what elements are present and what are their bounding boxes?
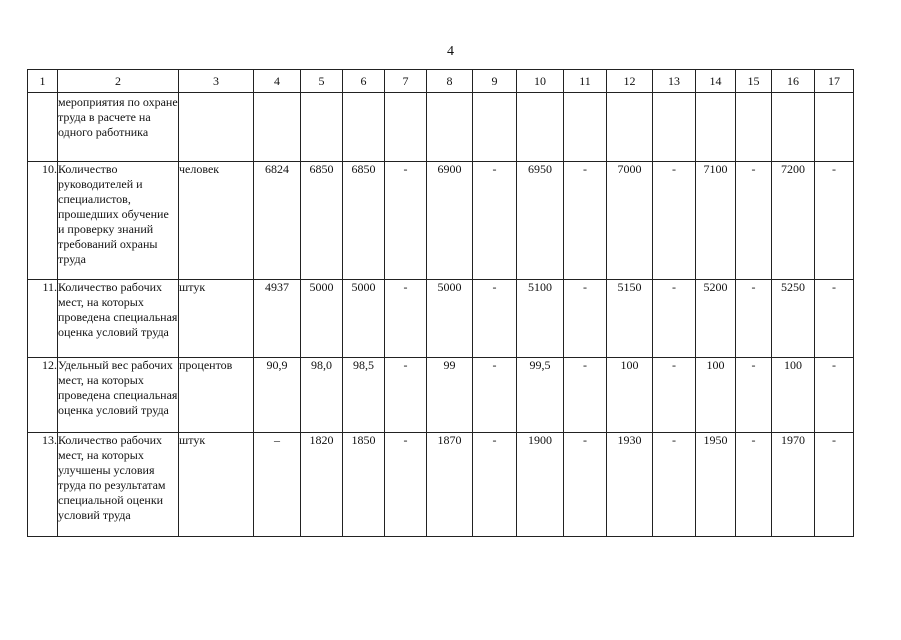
column-header: 4 — [254, 70, 301, 93]
value-cell: – — [254, 433, 301, 537]
column-header: 6 — [343, 70, 385, 93]
value-cell: - — [385, 280, 427, 358]
value-cell: - — [385, 162, 427, 280]
indicator-name: Количество рабочих мест, на которых проведена специальная оценка условий труда — [58, 280, 179, 358]
value-cell — [653, 93, 696, 162]
value-cell: 5000 — [343, 280, 385, 358]
row-number: 12. — [28, 358, 58, 433]
unit-cell: штук — [179, 280, 254, 358]
value-cell: 6850 — [343, 162, 385, 280]
table-row — [28, 358, 854, 433]
column-header: 17 — [815, 70, 854, 93]
header-row — [28, 70, 854, 93]
column-header: 5 — [301, 70, 343, 93]
column-header: 15 — [736, 70, 772, 93]
column-header: 11 — [564, 70, 607, 93]
value-cell: 6900 — [427, 162, 473, 280]
indicator-name: мероприятия по охране труда в расчете на одного работника — [58, 93, 179, 162]
unit-cell: человек — [179, 162, 254, 280]
value-cell: - — [736, 358, 772, 433]
column-header: 8 — [427, 70, 473, 93]
table-row — [28, 93, 854, 162]
value-cell — [385, 93, 427, 162]
value-cell: 6950 — [517, 162, 564, 280]
indicator-name: Удельный вес рабочих мест, на которых проведена специальная оценка условий труда — [58, 358, 179, 433]
value-cell: 98,0 — [301, 358, 343, 433]
column-header: 10 — [517, 70, 564, 93]
value-cell: - — [653, 433, 696, 537]
value-cell: - — [736, 162, 772, 280]
value-cell: 99 — [427, 358, 473, 433]
value-cell — [517, 93, 564, 162]
value-cell: - — [653, 162, 696, 280]
table-row — [28, 280, 854, 358]
value-cell: - — [736, 433, 772, 537]
value-cell: 1820 — [301, 433, 343, 537]
row-number: 13. — [28, 433, 58, 537]
column-header: 2 — [58, 70, 179, 93]
value-cell: 1970 — [772, 433, 815, 537]
value-cell — [427, 93, 473, 162]
value-cell: 1850 — [343, 433, 385, 537]
value-cell: - — [653, 358, 696, 433]
unit-cell: процентов — [179, 358, 254, 433]
value-cell: 1950 — [696, 433, 736, 537]
value-cell: - — [473, 280, 517, 358]
value-cell — [343, 93, 385, 162]
value-cell: 1870 — [427, 433, 473, 537]
column-header: 9 — [473, 70, 517, 93]
row-number: 11. — [28, 280, 58, 358]
value-cell: 6824 — [254, 162, 301, 280]
value-cell: 5150 — [607, 280, 653, 358]
value-cell: 5000 — [427, 280, 473, 358]
value-cell: - — [736, 280, 772, 358]
value-cell — [736, 93, 772, 162]
value-cell: 100 — [607, 358, 653, 433]
value-cell: - — [815, 358, 854, 433]
value-cell: - — [564, 162, 607, 280]
column-header: 3 — [179, 70, 254, 93]
column-header: 12 — [607, 70, 653, 93]
value-cell: 98,5 — [343, 358, 385, 433]
value-cell: - — [473, 433, 517, 537]
indicator-name: Количество руководителей и специалистов, прошедших обучение и проверку знаний требований охраны труда — [58, 162, 179, 280]
value-cell: 99,5 — [517, 358, 564, 433]
value-cell: 7200 — [772, 162, 815, 280]
value-cell: 100 — [696, 358, 736, 433]
row-number — [28, 93, 58, 162]
column-header: 16 — [772, 70, 815, 93]
value-cell — [815, 93, 854, 162]
value-cell: - — [815, 162, 854, 280]
unit-cell — [179, 93, 254, 162]
value-cell: 5000 — [301, 280, 343, 358]
value-cell: 7000 — [607, 162, 653, 280]
value-cell — [473, 93, 517, 162]
value-cell: - — [473, 162, 517, 280]
value-cell: 7100 — [696, 162, 736, 280]
unit-cell: штук — [179, 433, 254, 537]
value-cell: - — [564, 433, 607, 537]
value-cell: - — [385, 358, 427, 433]
value-cell: 90,9 — [254, 358, 301, 433]
value-cell: - — [653, 280, 696, 358]
value-cell: 5250 — [772, 280, 815, 358]
value-cell — [607, 93, 653, 162]
column-header: 7 — [385, 70, 427, 93]
column-header: 14 — [696, 70, 736, 93]
column-header: 13 — [653, 70, 696, 93]
value-cell — [772, 93, 815, 162]
value-cell: 1900 — [517, 433, 564, 537]
value-cell — [696, 93, 736, 162]
value-cell — [254, 93, 301, 162]
value-cell — [301, 93, 343, 162]
table-row — [28, 433, 854, 537]
column-header: 1 — [28, 70, 58, 93]
value-cell: 5100 — [517, 280, 564, 358]
value-cell: - — [564, 358, 607, 433]
table-row — [28, 162, 854, 280]
value-cell: 6850 — [301, 162, 343, 280]
row-number: 10. — [28, 162, 58, 280]
value-cell: - — [815, 280, 854, 358]
value-cell: 4937 — [254, 280, 301, 358]
value-cell: - — [815, 433, 854, 537]
value-cell: 100 — [772, 358, 815, 433]
value-cell: - — [385, 433, 427, 537]
value-cell: 5200 — [696, 280, 736, 358]
page-number: 4 — [447, 44, 454, 59]
value-cell: 1930 — [607, 433, 653, 537]
value-cell — [564, 93, 607, 162]
value-cell: - — [473, 358, 517, 433]
indicators-table — [27, 69, 854, 537]
value-cell: - — [564, 280, 607, 358]
indicator-name: Количество рабочих мест, на которых улучшены условия труда по результатам специальной оценки условий труда — [58, 433, 179, 537]
